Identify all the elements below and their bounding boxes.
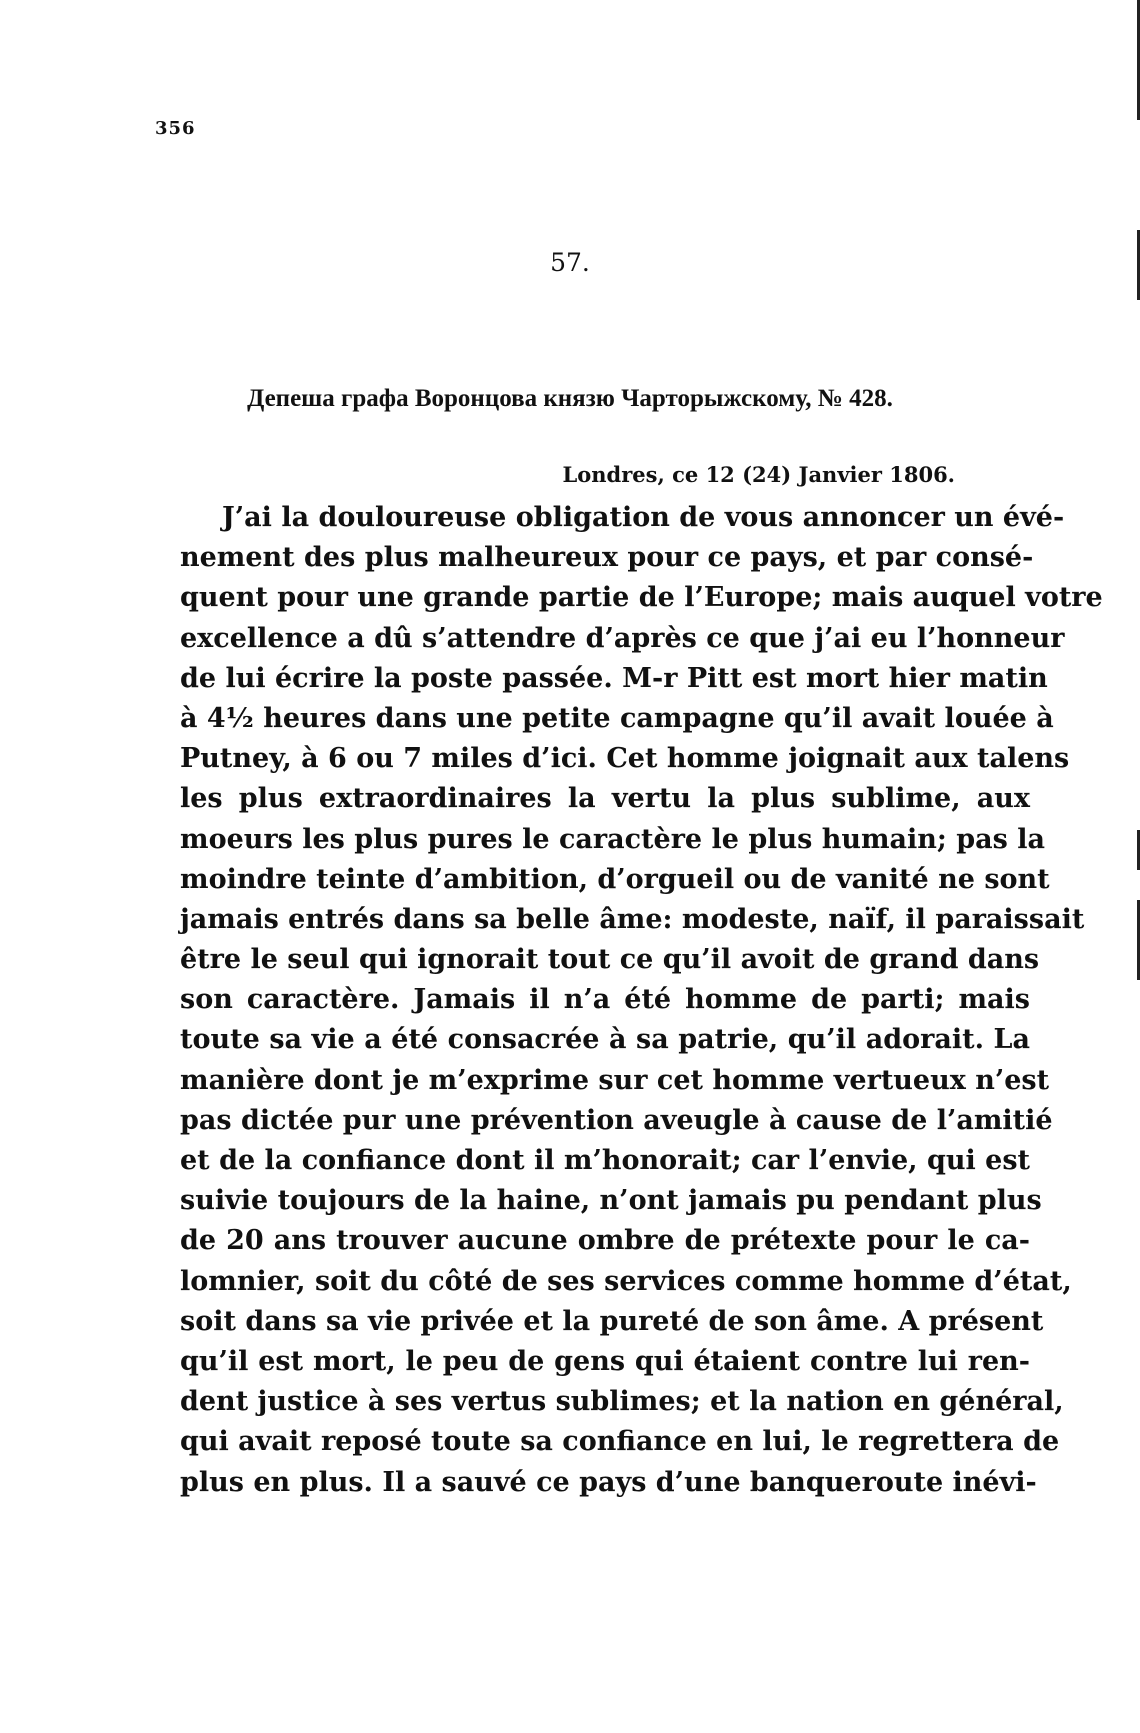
text-line: jamais entrés dans sa belle âme: modeste, naïf, il paraissait bbox=[180, 903, 1085, 935]
text-line: moindre teinte d’ambition, d’orgueil ou de vanité ne sont bbox=[180, 863, 1050, 895]
text-line: les plus extraordinaires la vertu la plus sublime, aux bbox=[180, 783, 1030, 815]
page-number: 356 bbox=[155, 118, 196, 139]
text-line: lomnier, soit du côté de ses services comme homme d’état, bbox=[180, 1265, 1072, 1297]
text-line: de 20 ans trouver aucune ombre de prétexte pour le ca- bbox=[180, 1225, 1030, 1257]
text-line: quent pour une grande partie de l’Europe; mais auquel votre bbox=[180, 582, 1103, 614]
document-number: 57. bbox=[550, 248, 590, 277]
text-line: à 4½ heures dans une petite campagne qu’il avait louée à bbox=[180, 702, 1054, 734]
text-line: dent justice à ses vertus sublimes; et la nation en général, bbox=[180, 1386, 1064, 1418]
text-line: toute sa vie a été consacrée à sa patrie, qu’il adorait. La bbox=[180, 1024, 1030, 1056]
letter-body bbox=[180, 498, 1103, 1503]
text-line: de lui écrire la poste passée. M-r Pitt est mort hier matin bbox=[180, 662, 1048, 694]
text-line: nement des plus malheureux pour ce pays, et par consé- bbox=[180, 542, 1034, 574]
text-line: plus en plus. Il a sauvé ce pays d’une banqueroute inévi- bbox=[180, 1466, 1037, 1498]
text-line: excellence a dû s’attendre d’après ce que j’ai eu l’honneur bbox=[180, 622, 1065, 654]
text-line: Putney, à 6 ou 7 miles d’ici. Cet homme joignait aux talens bbox=[180, 743, 1070, 775]
text-line: suivie toujours de la haine, n’ont jamais pu pendant plus bbox=[180, 1185, 1042, 1217]
text-line: pas dictée pur une prévention aveugle à cause de l’amitié bbox=[180, 1104, 1053, 1136]
text-line: manière dont je m’exprime sur cet homme vertueux n’est bbox=[180, 1064, 1050, 1096]
document-title: Депеша графа Воронцова князю Чарторыжскому, № 428. bbox=[247, 385, 893, 412]
text-line: moeurs les plus pures le caractère le plus humain; pas la bbox=[180, 823, 1046, 855]
text-line: et de la confiance dont il m’honorait; car l’envie, qui est bbox=[180, 1145, 1030, 1176]
text-line: qu’il est mort, le peu de gens qui étaient contre lui ren- bbox=[180, 1345, 1030, 1377]
text-line: son caractère. Jamais il n’a été homme de parti; mais bbox=[180, 984, 1030, 1016]
dateline: Londres, ce 12 (24) Janvier 1806. bbox=[562, 462, 955, 487]
text-line: qui avait reposé toute sa confiance en lui, le regrettera de bbox=[180, 1426, 1060, 1458]
text-line: J’ai la douloureuse obligation de vous annoncer un évé- bbox=[222, 502, 1065, 533]
text-line: soit dans sa vie privée et la pureté de son âme. A présent bbox=[180, 1305, 1044, 1337]
text-line: être le seul qui ignorait tout ce qu’il avoit de grand dans bbox=[180, 944, 1040, 976]
